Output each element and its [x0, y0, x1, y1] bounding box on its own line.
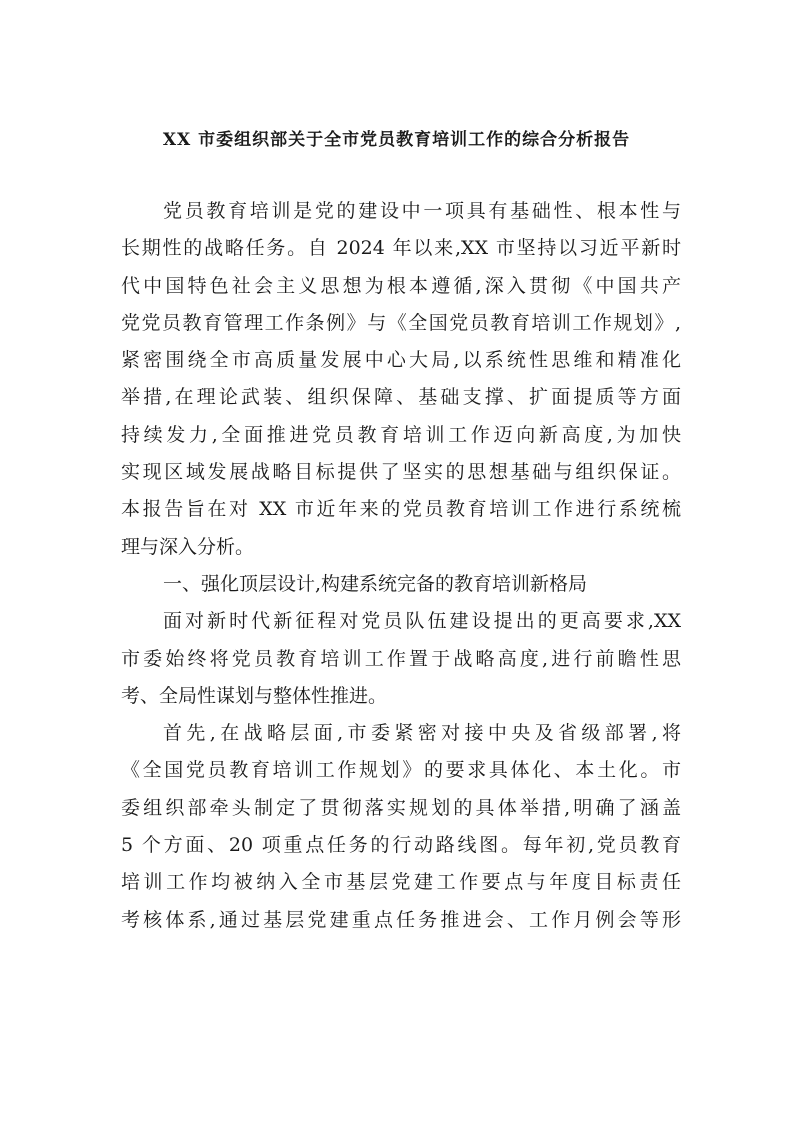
text-line: 本报告旨在对 XX 市近年来的党员教育培训工作进行系统梳	[121, 498, 681, 521]
document-title: XX 市委组织部关于全市党员教育培训工作的综合分析报告	[162, 130, 631, 150]
paragraph-strategy	[121, 715, 681, 939]
text-line: 考核体系,通过基层党建重点任务推进会、工作月例会等形	[121, 908, 681, 931]
text-line: 5 个方面、20 项重点任务的行动路线图。每年初,党员教育	[121, 834, 681, 857]
text-line: 党员教育培训是党的建设中一项具有基础性、根本性与	[163, 200, 681, 222]
text-line: 面对新时代新征程对党员队伍建设提出的更高要求,XX	[163, 610, 681, 633]
section-heading: 一、强化顶层设计,构建系统完备的教育培训新格局	[163, 572, 588, 595]
text-line: 长期性的战略任务。自 2024 年以来,XX 市坚持以习近平新时	[121, 237, 681, 260]
paragraph-intro	[121, 193, 681, 566]
text-line: 代中国特色社会主义思想为根本遵循,深入贯彻《中国共产	[121, 274, 681, 297]
text-line: 考、全局性谋划与整体性推进。	[121, 684, 388, 707]
text-line: 《全国党员教育培训工作规划》的要求具体化、本土化。市	[121, 759, 681, 782]
text-line: 理与深入分析。	[121, 535, 255, 558]
text-line: 首先,在战略层面,市委紧密对接中央及省级部署,将	[163, 722, 681, 745]
text-line: 实现区域发展战略目标提供了坚实的思想基础与组织保证。	[121, 461, 681, 484]
text-line: 紧密围绕全市高质量发展中心大局,以系统性思维和精准化	[121, 349, 681, 372]
text-line: 举措,在理论武装、组织保障、基础支撑、扩面提质等方面	[121, 386, 681, 409]
text-line: 党党员教育管理工作条例》与《全国党员教育培训工作规划》,	[121, 311, 681, 334]
document-body	[121, 193, 681, 939]
text-line: 培训工作均被纳入全市基层党建工作要点与年度目标责任	[121, 871, 681, 894]
text-line: 市委始终将党员教育培训工作置于战略高度,进行前瞻性思	[121, 647, 681, 670]
paragraph-overview	[121, 603, 681, 715]
text-line: 持续发力,全面推进党员教育培训工作迈向新高度,为加快	[121, 423, 681, 446]
text-line: 委组织部牵头制定了贯彻落实规划的具体举措,明确了涵盖	[121, 796, 681, 819]
